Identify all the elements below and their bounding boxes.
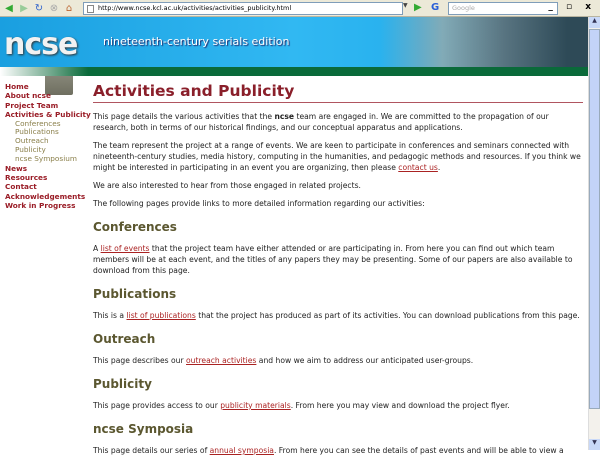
intro-paragraph: This page details the various activities that the ncse team are engaged in. We are committed to the propagation of our research, both in terms of our historical findings, and our conceptual apparatus and applications.	[93, 112, 549, 132]
google-icon[interactable]: G	[431, 2, 440, 13]
site-tagline: nineteenth-century serials edition	[103, 35, 290, 48]
sidebar-item-about-ncse[interactable]: About ncse	[5, 91, 51, 101]
section-text-ncse-symposia: This page details our series of annual symposia. From here you can see the details of past events and will be able to view a	[93, 446, 564, 455]
conferences-link[interactable]: list of events	[100, 244, 150, 253]
section-text-outreach: This page describes our outreach activities and how we aim to address our anticipated user-groups.	[93, 356, 474, 365]
sidebar-item-conferences[interactable]: Conferences	[15, 118, 61, 128]
site-logo[interactable]: ncse	[4, 27, 78, 62]
sidebar-item-news[interactable]: News	[5, 163, 28, 173]
sidebar-item-ncse-symposium[interactable]: ncse Symposium	[15, 153, 77, 163]
page-icon	[87, 5, 94, 13]
sidebar-item-work-in-progress[interactable]: Work in Progress	[5, 201, 76, 211]
window-controls[interactable]: _ ▫ x	[548, 2, 596, 12]
go-icon[interactable]: ▶	[414, 2, 422, 13]
section-heading-publications: Publications	[93, 287, 177, 301]
sidebar-item-resources[interactable]: Resources	[5, 173, 48, 183]
publicity-link[interactable]: publicity materials	[220, 401, 291, 410]
intro-paragraph: The team represent the project at a range of events. We are keen to participate in conferences and seminars connected with nineteenth-century studies, media history, computing in the humanities, and pedagogic methods and resources. If you think we might be interested in participating in an event you are organizing, then please contact us.	[93, 141, 581, 172]
scroll-down-icon[interactable]: ▼	[589, 439, 600, 450]
sidebar-item-project-team[interactable]: Project Team	[5, 100, 59, 110]
url-text: http://www.ncse.kcl.ac.uk/activities/activities_publicity.html	[98, 4, 292, 12]
browser-toolbar	[0, 0, 600, 17]
page-title: Activities and Publicity	[93, 82, 583, 103]
sidebar-item-activities-publicity[interactable]: Activities & Publicity	[5, 110, 91, 120]
section-heading-ncse-symposia: ncse Symposia	[93, 422, 194, 436]
site-banner	[0, 17, 588, 67]
address-bar[interactable]	[83, 2, 403, 15]
home-icon[interactable]: ⌂	[65, 2, 73, 14]
contact-us-link[interactable]: contact us	[398, 163, 438, 172]
scrollbar[interactable]	[588, 17, 600, 450]
forward-icon[interactable]: ▶	[20, 2, 28, 14]
printing-press-image	[380, 17, 588, 67]
section-text-publicity: This page provides access to our publicity materials. From here you may view and download the project flyer.	[93, 401, 510, 410]
sidebar-item-publications[interactable]: Publications	[15, 127, 59, 137]
scroll-up-icon[interactable]: ▲	[589, 17, 600, 28]
refresh-icon[interactable]: ↻	[34, 2, 44, 14]
sidebar-item-outreach[interactable]: Outreach	[15, 136, 49, 146]
sidebar-item-contact[interactable]: Contact	[5, 182, 37, 192]
sidebar-nav	[5, 82, 93, 211]
back-icon[interactable]: ◀	[5, 2, 13, 14]
ncse-symposia-link[interactable]: annual symposia	[209, 446, 274, 455]
sidebar-item-home[interactable]: Home	[5, 82, 29, 91]
scrollbar-thumb[interactable]	[589, 29, 600, 409]
main-content	[93, 82, 583, 463]
section-heading-publicity: Publicity	[93, 377, 152, 391]
section-heading-conferences: Conferences	[93, 220, 177, 234]
section-text-conferences: A list of events that the project team have either attended or are participating in. From here you can find out which team members will be at each event, and the titles of any papers they may be presenting. Some of our papers are also available to download from this page.	[93, 244, 573, 275]
search-input[interactable]: Google	[448, 2, 558, 15]
section-heading-outreach: Outreach	[93, 332, 156, 346]
banner-stripe	[0, 67, 588, 76]
intro-paragraph: We are also interested to hear from those engaged in related projects.	[93, 181, 361, 190]
sidebar-item-publicity[interactable]: Publicity	[15, 145, 46, 155]
sidebar-item-acknowledgements[interactable]: Acknowledgements	[5, 191, 86, 201]
chevron-down-icon[interactable]: ▼	[403, 2, 408, 9]
section-text-publications: This is a list of publications that the project has produced as part of its activities. You can download publications from this page.	[93, 311, 580, 320]
intro-paragraph: The following pages provide links to more detailed information regarding our activities:	[93, 199, 425, 208]
stop-icon[interactable]: ⊗	[49, 2, 59, 14]
publications-link[interactable]: list of publications	[126, 311, 196, 320]
outreach-link[interactable]: outreach activities	[186, 356, 257, 365]
